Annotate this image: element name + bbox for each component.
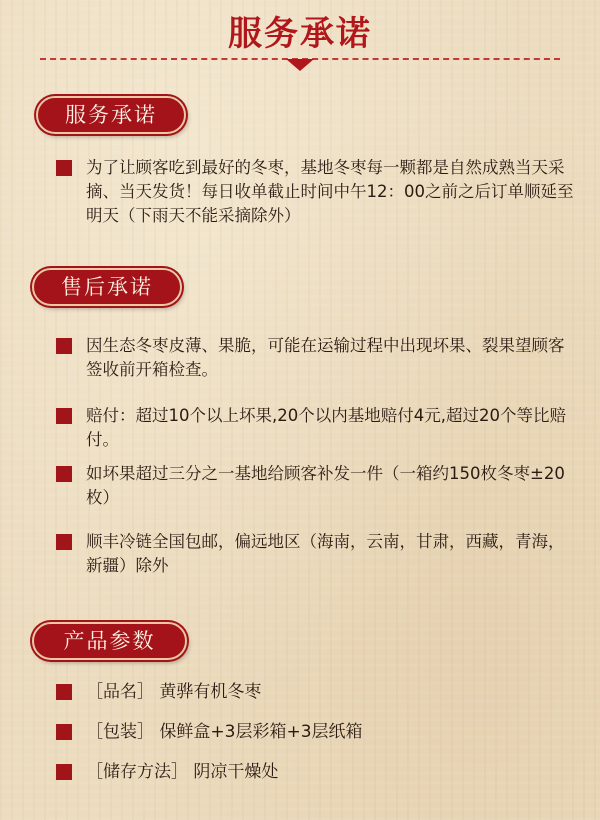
bullet-square-icon <box>56 534 72 550</box>
bullet-square-icon <box>56 466 72 482</box>
item-text: ［储存方法］ 阴凉干燥处 <box>86 762 279 782</box>
item-text: ［包装］ 保鲜盒+3层彩箱+3层纸箱 <box>86 722 363 742</box>
section-heading-after-sales: 售后承诺 <box>32 268 182 306</box>
item-text: 为了让顾客吃到最好的冬枣，基地冬枣每一颗都是自然成熟当天采摘、当天发货！每日收单截止时间中午12：00之前之后订单顺延至明天（下雨天不能采摘除外） <box>86 158 574 225</box>
section-heading-product-params: 产品参数 <box>32 622 187 660</box>
list-item <box>56 404 576 452</box>
page-title: 服务承诺 <box>228 14 372 54</box>
item-text: 如坏果超过三分之一基地给顾客补发一件（一箱约150枚冬枣±20枚） <box>86 464 565 507</box>
list-item <box>56 156 576 228</box>
bullet-square-icon <box>56 408 72 424</box>
bullet-square-icon <box>56 160 72 176</box>
bullet-square-icon <box>56 338 72 354</box>
list-item <box>56 720 576 744</box>
list-item <box>56 530 576 578</box>
section-heading-service: 服务承诺 <box>36 96 186 134</box>
item-text: 赔付：超过10个以上坏果,20个以内基地赔付4元,超过20个等比赔付。 <box>86 406 566 449</box>
item-text: 因生态冬枣皮薄、果脆，可能在运输过程中出现坏果、裂果望顾客签收前开箱检查。 <box>86 336 565 379</box>
item-text: ［品名］ 黄骅有机冬枣 <box>86 682 262 702</box>
bullet-square-icon <box>56 724 72 740</box>
list-item <box>56 334 576 382</box>
item-text: 顺丰冷链全国包邮，偏远地区（海南，云南，甘肃，西藏，青海，新疆）除外 <box>86 532 565 575</box>
list-item <box>56 760 576 784</box>
list-item <box>56 680 576 704</box>
list-item <box>56 462 576 510</box>
bullet-square-icon <box>56 764 72 780</box>
bullet-square-icon <box>56 684 72 700</box>
triangle-down-icon <box>286 59 314 71</box>
